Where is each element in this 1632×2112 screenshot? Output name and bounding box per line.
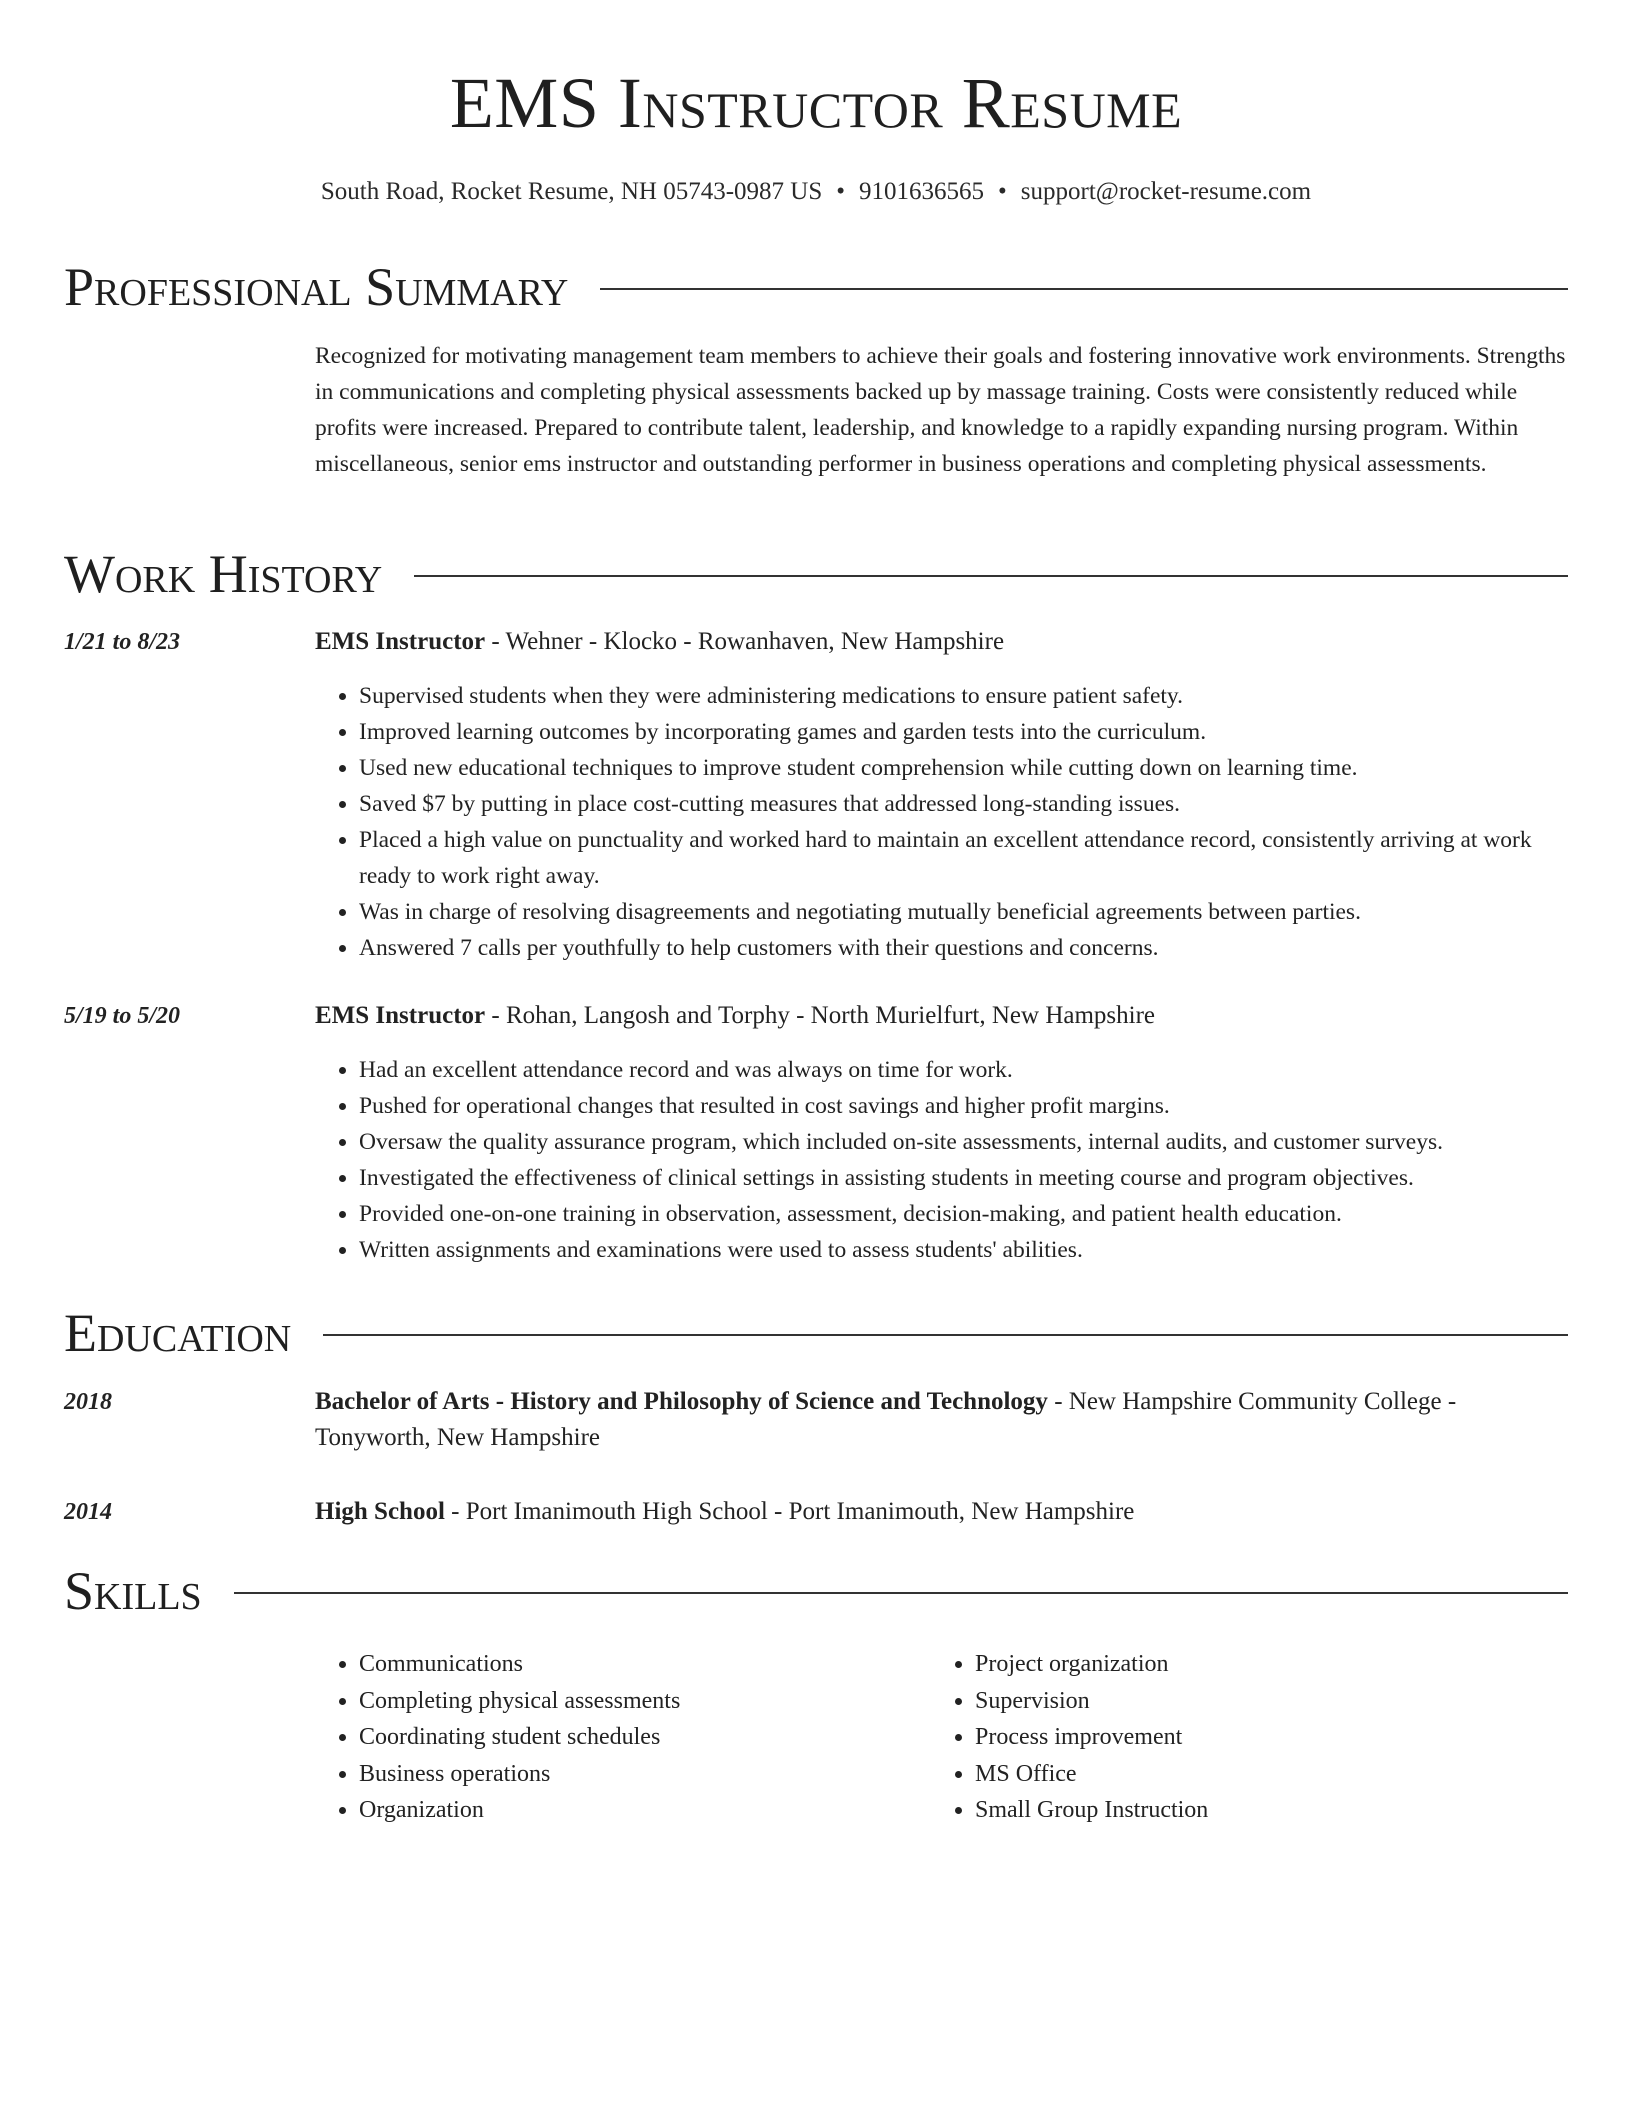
education-year: 2018 bbox=[64, 1389, 112, 1415]
skill-item: • Coordinating student schedules bbox=[359, 1719, 931, 1756]
education-entry bbox=[315, 1494, 1568, 1530]
bullet-separator: • bbox=[998, 178, 1007, 205]
education-degree: Bachelor of Arts - History and Philosophy of Science and Technology bbox=[315, 1388, 1048, 1415]
resume-title: EMS Instructor Resume bbox=[449, 63, 1183, 143]
job-dates: 1/21 to 8/23 bbox=[64, 629, 181, 655]
skill-item: • Completing physical assessments bbox=[359, 1683, 931, 1720]
list-item: • Improved learning outcomes by incorporating games and garden tests into the curriculum. bbox=[359, 714, 1568, 750]
list-item: • Oversaw the quality assurance program, which included on-site assessments, internal audits, and customer surveys. bbox=[359, 1124, 1568, 1160]
education-details: - New Hampshire Community College - Tonyworth, New Hampshire bbox=[315, 1388, 1457, 1451]
contact-line bbox=[64, 175, 1568, 209]
summary-text: Recognized for motivating management team members to achieve their goals and fostering innovative work environments. Strengths in communications and completing physical assessments backed up by massage training. Costs were consistently reduced while profits were increased. Prepared to contribute talent, leadership, and knowledge to a rapidly expanding nursing program. Within miscellaneous, senior ems instructor and outstanding performer in business operations and completing physical assessments. bbox=[315, 343, 1566, 477]
job-title-line bbox=[315, 998, 1568, 1034]
list-item: • Provided one-on-one training in observation, assessment, decision-making, and patient health education. bbox=[359, 1196, 1568, 1232]
phone: 9101636565 bbox=[859, 178, 985, 205]
section-divider bbox=[234, 1592, 1568, 1594]
list-item: • Placed a high value on punctuality and worked hard to maintain an excellent attendance record, consistently arriving at work ready to work right away. bbox=[359, 822, 1568, 894]
work-section-heading bbox=[64, 544, 1568, 604]
skills-column-left bbox=[315, 1646, 931, 1829]
section-divider bbox=[414, 575, 1568, 577]
list-item: • Pushed for operational changes that resulted in cost savings and higher profit margins. bbox=[359, 1088, 1568, 1124]
list-item: • Was in charge of resolving disagreements and negotiating mutually beneficial agreements between parties. bbox=[359, 894, 1568, 930]
list-item: • Written assignments and examinations were used to assess students' abilities. bbox=[359, 1232, 1568, 1268]
job-title-line bbox=[315, 624, 1568, 660]
summary-heading: Professional Summary bbox=[64, 257, 569, 317]
list-item: • Had an excellent attendance record and was always on time for work. bbox=[359, 1052, 1568, 1088]
job-dates: 5/19 to 5/20 bbox=[64, 1003, 181, 1029]
job-entry bbox=[315, 624, 1568, 966]
job-bullets bbox=[315, 678, 1568, 966]
skills-heading: Skills bbox=[64, 1561, 202, 1621]
skill-item: • Communications bbox=[359, 1646, 931, 1683]
address: South Road, Rocket Resume, NH 05743-0987 US bbox=[320, 178, 823, 205]
bullet-separator: • bbox=[836, 178, 846, 205]
job-role: EMS Instructor bbox=[315, 628, 486, 655]
job-details: - Rohan, Langosh and Torphy - North Murielfurt, New Hampshire bbox=[485, 1002, 1156, 1029]
summary-section-heading bbox=[64, 257, 1568, 317]
education-section-heading bbox=[64, 1303, 1568, 1363]
skill-item: • Supervision bbox=[975, 1683, 1547, 1720]
email: support@rocket-resume.com bbox=[1020, 178, 1312, 205]
skills-list bbox=[315, 1646, 1568, 1829]
skill-item: • Organization bbox=[359, 1792, 931, 1829]
list-item: • Saved $7 by putting in place cost-cutting measures that addressed long-standing issues. bbox=[359, 786, 1568, 822]
list-item: • Answered 7 calls per youthfully to help customers with their questions and concerns. bbox=[359, 930, 1568, 966]
skill-item: • Process improvement bbox=[975, 1719, 1547, 1756]
list-item: • Investigated the effectiveness of clinical settings in assisting students in meeting course and program objectives. bbox=[359, 1160, 1568, 1196]
skill-item: • MS Office bbox=[975, 1756, 1547, 1793]
job-details: - Wehner - Klocko - Rowanhaven, New Hampshire bbox=[485, 628, 1005, 655]
skills-column-right bbox=[931, 1646, 1547, 1829]
skills-section-heading bbox=[64, 1561, 1568, 1621]
job-entry bbox=[315, 998, 1568, 1268]
education-entry bbox=[315, 1384, 1568, 1456]
section-divider bbox=[600, 288, 1568, 290]
education-details: - Port Imanimouth High School - Port Imanimouth, New Hampshire bbox=[444, 1498, 1135, 1525]
section-divider bbox=[323, 1334, 1568, 1336]
list-item: • Supervised students when they were administering medications to ensure patient safety. bbox=[359, 678, 1568, 714]
skill-item: • Project organization bbox=[975, 1646, 1547, 1683]
education-year: 2014 bbox=[64, 1499, 112, 1525]
skill-item: • Business operations bbox=[359, 1756, 931, 1793]
education-heading: Education bbox=[64, 1303, 292, 1363]
work-heading: Work History bbox=[64, 544, 383, 604]
education-degree: High School bbox=[315, 1498, 445, 1525]
list-item: • Used new educational techniques to improve student comprehension while cutting down on learning time. bbox=[359, 750, 1568, 786]
job-bullets bbox=[315, 1052, 1568, 1268]
skill-item: • Small Group Instruction bbox=[975, 1792, 1547, 1829]
job-role: EMS Instructor bbox=[315, 1002, 486, 1029]
